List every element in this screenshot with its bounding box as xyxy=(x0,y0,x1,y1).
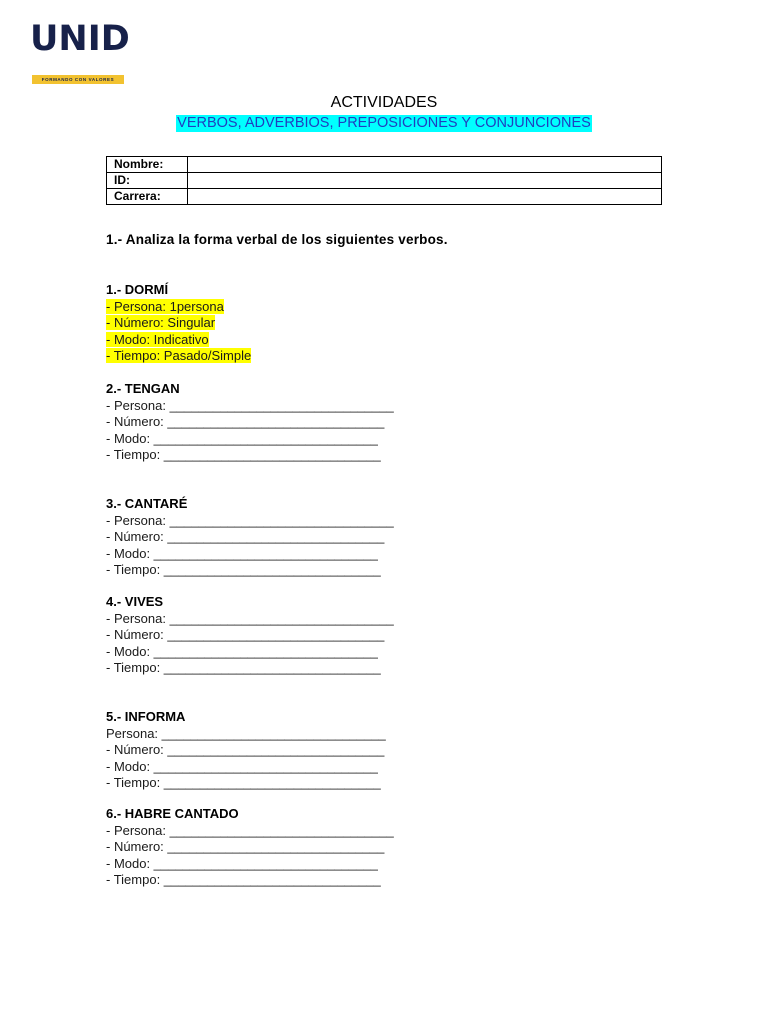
info-row-carrera xyxy=(107,189,662,205)
id-label: ID: xyxy=(107,173,188,189)
answer-persona: - Persona: 1persona xyxy=(106,298,224,314)
info-row-id xyxy=(107,173,662,189)
verb-heading: 3.- CANTARÉ xyxy=(106,496,188,511)
verb-block-tengan xyxy=(106,381,394,464)
tiempo-line[interactable]: - Tiempo: ______________________________ xyxy=(106,447,381,462)
verb-block-dormi xyxy=(106,282,251,365)
logo-tagline: FORMANDO CON VALORES xyxy=(41,77,115,82)
modo-line[interactable]: - Modo: _______________________________ xyxy=(106,643,378,659)
numero-line[interactable]: - Número: ______________________________ xyxy=(106,742,385,757)
subtitle-wrap xyxy=(0,114,768,132)
logo-text: UNID xyxy=(30,19,130,59)
tiempo-line[interactable]: - Tiempo: ______________________________ xyxy=(106,562,381,577)
unid-logo xyxy=(30,19,130,82)
numero-line[interactable]: - Número: ______________________________ xyxy=(106,839,385,854)
page-title: ACTIVIDADES xyxy=(330,94,438,111)
verb-heading: 2.- TENGAN xyxy=(106,381,180,396)
carrera-field[interactable] xyxy=(188,189,662,205)
verb-heading: 4.- VIVES xyxy=(106,594,164,609)
verb-block-habre-cantado xyxy=(106,806,394,889)
tiempo-line[interactable]: - Tiempo: ______________________________ xyxy=(106,660,381,675)
answer-numero: - Número: Singular xyxy=(106,315,216,330)
persona-line[interactable]: - Persona: _______________________________ xyxy=(106,610,394,626)
persona-line[interactable]: - Persona: _______________________________ xyxy=(106,512,394,528)
numero-line[interactable]: - Número: ______________________________ xyxy=(106,414,385,429)
carrera-label: Carrera: xyxy=(107,189,188,205)
id-field[interactable] xyxy=(188,173,662,189)
verb-block-vives xyxy=(106,594,394,677)
info-row-nombre xyxy=(107,157,662,173)
numero-line[interactable]: - Número: ______________________________ xyxy=(106,627,385,642)
modo-line[interactable]: - Modo: _______________________________ xyxy=(106,855,378,871)
modo-line[interactable]: - Modo: _______________________________ xyxy=(106,430,378,446)
page-subtitle: VERBOS, ADVERBIOS, PREPOSICIONES Y CONJUNCIONES xyxy=(177,115,591,131)
modo-line[interactable]: - Modo: _______________________________ xyxy=(106,545,378,561)
persona-line[interactable]: - Persona: _______________________________ xyxy=(106,397,394,413)
tiempo-line[interactable]: - Tiempo: ______________________________ xyxy=(106,872,381,887)
verb-heading: 6.- HABRE CANTADO xyxy=(106,806,239,821)
modo-line[interactable]: - Modo: _______________________________ xyxy=(106,758,378,774)
persona-line[interactable]: Persona: _______________________________ xyxy=(106,725,386,741)
verb-block-cantare xyxy=(106,496,394,579)
student-info-table xyxy=(106,156,662,205)
verb-heading: 1.- DORMÍ xyxy=(106,282,169,297)
numero-line[interactable]: - Número: ______________________________ xyxy=(106,529,385,544)
answer-modo: - Modo: Indicativo xyxy=(106,331,209,347)
nombre-field[interactable] xyxy=(188,157,662,173)
question-1: 1.- Analiza la forma verbal de los siguientes verbos. xyxy=(106,232,448,247)
tiempo-line[interactable]: - Tiempo: ______________________________ xyxy=(106,775,381,790)
verb-heading: 5.- INFORMA xyxy=(106,709,186,724)
verb-block-informa xyxy=(106,709,386,792)
nombre-label: Nombre: xyxy=(107,157,188,173)
answer-tiempo: - Tiempo: Pasado/Simple xyxy=(106,348,252,363)
persona-line[interactable]: - Persona: _______________________________ xyxy=(106,822,394,838)
